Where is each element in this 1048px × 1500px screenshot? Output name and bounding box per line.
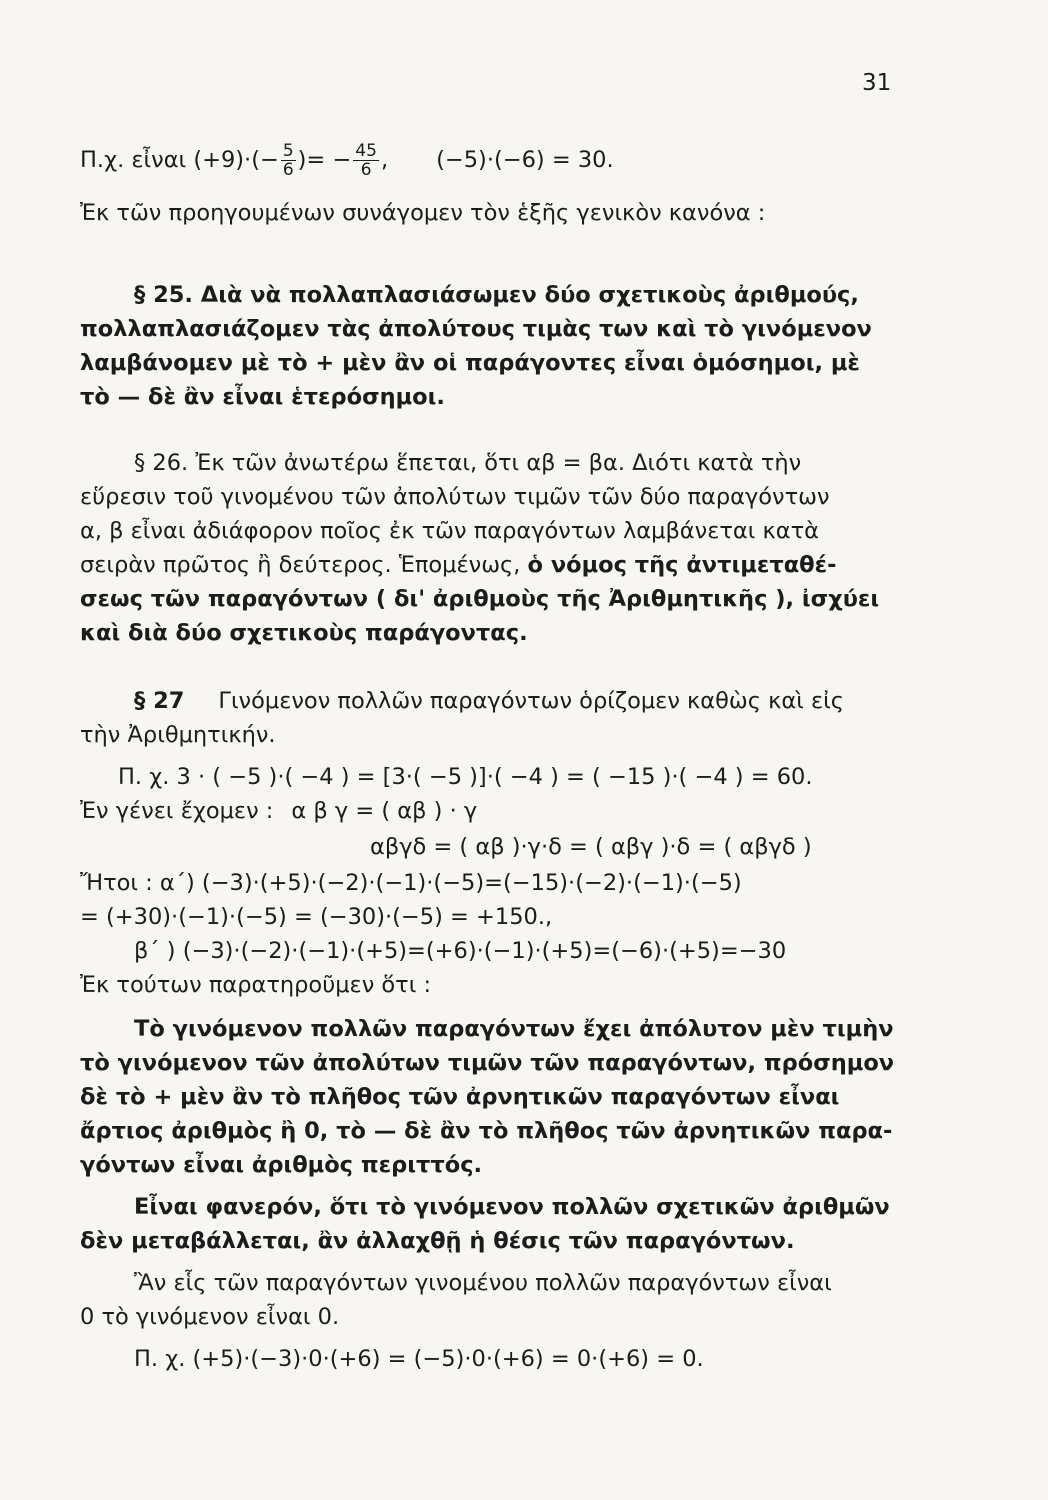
fraction-denominator: 6 [360,160,372,180]
rule-line-4: ἄρτιος ἀριθμὸς ἢ 0, τὸ — δὲ ἂν τὸ πλῆθος τῶν ἀρνητικῶν παρα- [80,1118,893,1144]
section-25-line-1: § 25. Διὰ νὰ πολλαπλασιάσωμεν δύο σχετικοὺς ἀριθμούς, [134,282,859,308]
section-27-number: § 27 [134,688,185,714]
example-text-c: , [380,147,389,173]
section-26-line-6: καὶ διὰ δύο σχετικοὺς παράγοντας. [80,620,528,646]
case-a-line-1: Ἤτοι : α΄) (−3)·(+5)·(−2)·(−1)·(−5)=(−15)·(−2)·(−1)·(−5) [80,870,742,896]
fraction-numerator: 5 [282,141,294,161]
page-number: 31 [862,70,892,96]
example-text-b: )= − [297,147,352,173]
rule-line-5: γόντων εἶναι ἀριθμὸς περιττός. [80,1152,483,1178]
zero-factor-line-1: Ἂν εἷς τῶν παραγόντων γινομένου πολλῶν παραγόντων εἶναι [134,1270,832,1296]
observation-intro: Ἐκ τούτων παρατηροῦμεν ὅτι : [80,972,432,998]
example-text-d: (−5)·(−6) = 30. [436,147,614,173]
section-26-text: σειρὰν πρῶτος ἢ δεύτερος. Ἑπομένως, [80,552,528,578]
invariance-line-1: Εἶναι φανερόν, ὅτι τὸ γινόμενον πολλῶν σχετικῶν ἀριθμῶν [134,1194,890,1220]
rule-line-1: Τὸ γινόμενον πολλῶν παραγόντων ἔχει ἀπόλυτον μὲν τιμὴν [134,1016,894,1042]
case-a-line-2: = (+30)·(−1)·(−5) = (−30)·(−5) = +150., [80,904,553,930]
section-26-line-3: α, β εἶναι ἀδιάφορον ποῖος ἐκ τῶν παραγόντων λαμβάνεται κατὰ [80,518,819,544]
general-formula-line-2: αβγδ = ( αβ )·γ·δ = ( αβγ )·δ = ( αβγδ ) [370,834,812,860]
case-b-line: β΄ ) (−3)·(−2)·(−1)·(+5)=(+6)·(−1)·(+5)=(−6)·(+5)=−30 [134,938,787,964]
section-26-line-4 [80,550,910,580]
example-text-a: Π.χ. εἶναι (+9)·(− [80,147,279,173]
example-line-1 [80,142,780,179]
section-25-line-3: λαμβάνομεν μὲ τὸ + μὲν ἂν οἱ παράγοντες εἶναι ὁμόσημοι, μὲ [80,350,860,376]
fraction-45-6 [353,142,379,179]
fraction-5-6 [281,142,296,179]
section-26-line-5: σεως τῶν παραγόντων ( δι' ἀριθμοὺς τῆς Ἀριθμητικῆς ), ἰσχύει [80,586,880,612]
section-27-line-1 [134,686,910,716]
commutative-law-text: ὁ νόμος τῆς ἀντιμεταθέ- [527,552,837,578]
section-27-text: Γινόμενον πολλῶν παραγόντων ὁρίζομεν καθὼς καὶ εἰς [218,688,844,714]
formula-abg: α β γ = ( αβ ) · γ [291,798,478,824]
fraction-numerator: 45 [355,141,377,161]
section-25-line-2: πολλαπλασιάζομεν τὰς ἀπολύτους τιμὰς των καὶ τὸ γινόμενον [80,316,872,342]
rule-line-3: δὲ τὸ + μὲν ἂν τὸ πλῆθος τῶν ἀρνητικῶν παραγόντων εἶναι [80,1084,840,1110]
general-formula-line-1 [80,796,910,826]
zero-factor-example: Π. χ. (+5)·(−3)·0·(+6) = (−5)·0·(+6) = 0·(+6) = 0. [134,1346,704,1372]
invariance-line-2: δὲν μεταβάλλεται, ἂν ἀλλαχθῇ ἡ θέσις τῶν παραγόντων. [80,1228,795,1254]
section-26-line-2: εὕρεσιν τοῦ γινομένου τῶν ἀπολύτων τιμῶν τῶν δύο παραγόντων [80,484,830,510]
general-label: Ἐν γένει ἔχομεν : [80,798,274,824]
section-26-line-1: § 26. Ἐκ τῶν ἀνωτέρω ἕπεται, ὅτι αβ = βα. Διότι κατὰ τὴν [134,450,802,476]
fraction-denominator: 6 [282,160,294,180]
example-product-line: Π. χ. 3 · ( −5 )·( −4 ) = [3·( −5 )]·( −4 ) = ( −15 )·( −4 ) = 60. [118,764,813,790]
section-25-line-4: τὸ — δὲ ἂν εἶναι ἑτερόσημοι. [80,384,445,410]
zero-factor-line-2: 0 τὸ γινόμενον εἶναι 0. [80,1304,340,1330]
rule-line-2: τὸ γινόμενον τῶν ἀπολύτων τιμῶν τῶν παραγόντων, πρόσημον [80,1050,895,1076]
rule-intro: Ἐκ τῶν προηγουμένων συνάγομεν τὸν ἑξῆς γενικὸν κανόνα : [80,200,766,226]
section-27-line-2: τὴν Ἀριθμητικήν. [80,722,276,748]
